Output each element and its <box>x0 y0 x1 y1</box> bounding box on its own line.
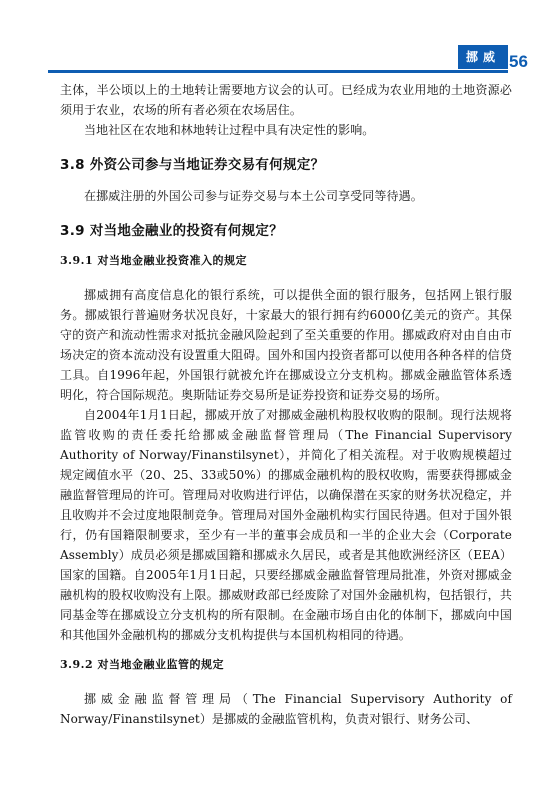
intro-paragraph-1: 主体，半公顷以上的土地转让需要地方议会的认可。已经成为农业用地的土地资源必须用于农业，农场的所有者必须在农场居住。 <box>60 83 512 117</box>
intro-paragraph-2: 当地社区在农地和林地转让过程中具有决定性的影响。 <box>84 123 375 137</box>
page-content <box>60 80 512 729</box>
page-header <box>0 0 559 80</box>
section-tab: 挪威 <box>458 45 508 69</box>
section-3-9-heading: 3.9 对当地金融业的投资有何规定？ <box>60 223 284 239</box>
section-3-8-heading: 3.8 外资公司参与当地证券交易有何规定？ <box>60 157 325 173</box>
section-3-9-2-heading: 3.9.2 对当地金融业监管的规定 <box>60 658 224 671</box>
section-3-9-1-paragraph-1: 挪威拥有高度信息化的银行系统，可以提供全面的银行服务，包括网上银行服务。挪威银行普遍财务状况良好，十家最大的银行拥有约6000亿美元的资产。其保守的资产和流动性需求对抵抗金融风险起到了至关重要的作用。挪威政府对由自由市场决定的资本流动没有设置重大阻碍。国外和国内投资者都可以使用各种各样的信贷工具。自1996年起，外国银行就被允许在挪威设立分支机构。挪威金融监管体系透明化，符合国际规范。奥斯陆证券交易所是证券投资和证券交易的场所。 <box>60 288 512 402</box>
section-3-9-1-heading: 3.9.1 对当地金融业投资准入的规定 <box>60 254 247 267</box>
section-3-9-1-paragraph-2: 自2004年1月1日起，挪威开放了对挪威金融机构股权收购的限制。现行法规将监管收购的责任委托给挪威金融监督管理局（The Financial Supervisory Authority of Norway/Finanstilsynet），并简化了相关流程。对于收购规模超过规定阈值水平（20、25、33或50%）的挪威金融机构的股权收购，需要获得挪威金融监督管理局的许可。管理局对收购进行评估，以确保潜在买家的财务状况稳定，并且收购并不会过度地限制竞争。管理局对国外金融机构实行国民待遇。但对于国外银行，仍有国籍限制要求，至少有一半的董事会成员和一半的企业大会（Corporate Assembly）成员必须是挪威国籍和挪威永久居民，或者是其他欧洲经济区（EEA）国家的国籍。自2005年1月1日起，只要经挪威金融监督管理局批准，外资对挪威金融机构的股权收购没有上限。挪威财政部已经废除了对国外金融机构，包括银行，共同基金等在挪威设立分支机构的所有限制。在金融市场自由化的体制下，挪威向中国和其他国外金融机构的挪威分支机构提供与本国机构相同的待遇。 <box>60 408 512 642</box>
section-3-9-2-paragraph: 挪威金融监督管理局（The Financial Supervisory Authority of Norway/Finanstilsynet）是挪威的金融监管机构，负责对银行、财务公司、 <box>60 692 512 726</box>
page-number: 56 <box>509 52 528 71</box>
section-3-8-paragraph: 在挪威注册的外国公司参与证券交易与本土公司享受同等待遇。 <box>84 189 423 203</box>
header-rule <box>48 70 508 73</box>
